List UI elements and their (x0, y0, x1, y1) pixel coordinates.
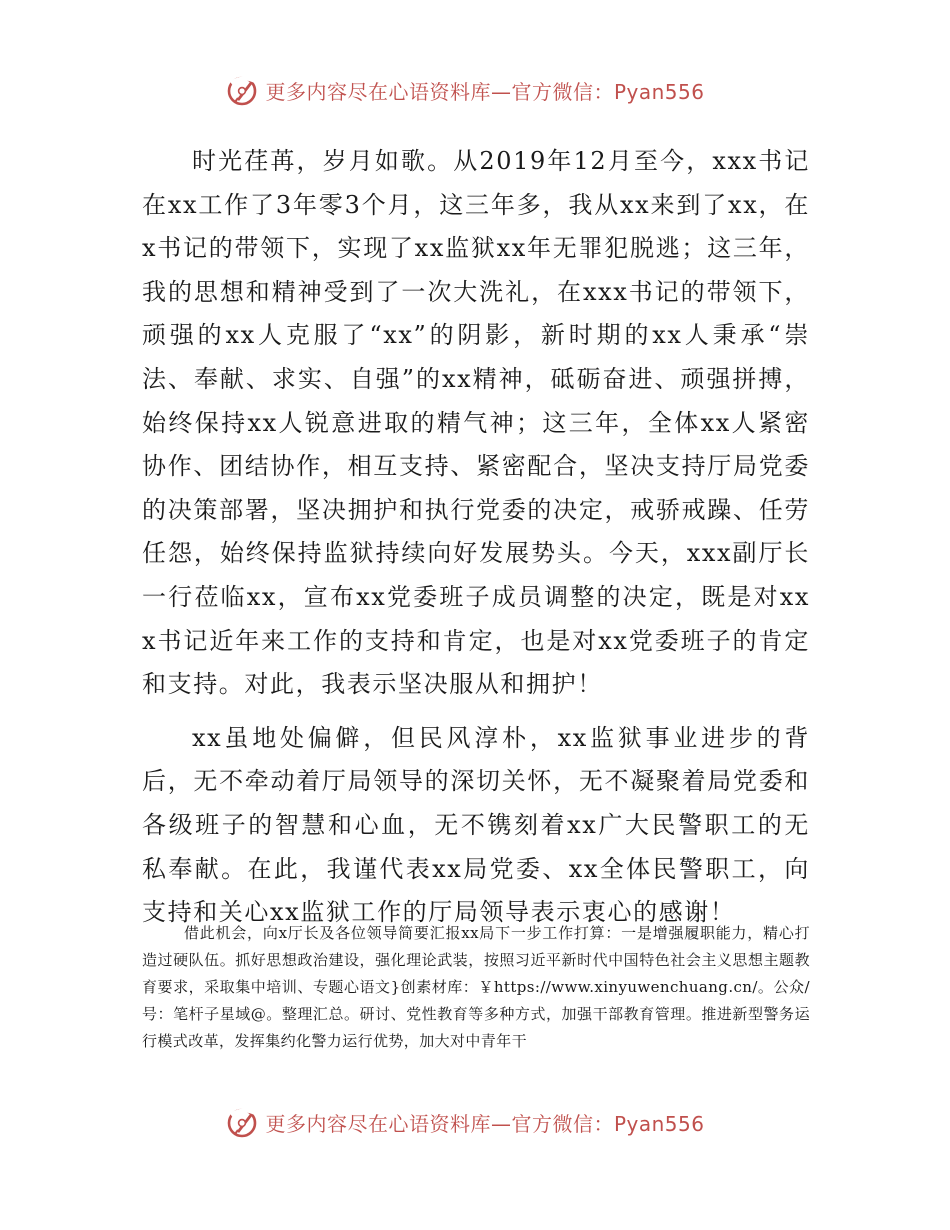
header-banner (0, 70, 950, 110)
body-paragraph-2: xx虽地处偏僻，但民风淳朴，xx监狱事业进步的背后，无不牵动着厅局领导的深切关怀，无不凝聚着局党委和各级班子的智慧和心血，无不镌刻着xx广大民警职工的无私奉献。在此，我谨代表xx局党委、xx全体民警职工，向支持和关心xx监狱工作的厅局领导表示衷心的感谢！ (142, 723, 810, 927)
footer-banner-text: 更多内容尽在心语资料库—官方微信：Pyan556 (265, 1111, 705, 1136)
pen-quill-circle-icon (225, 73, 259, 107)
header-banner-text: 更多内容尽在心语资料库—官方微信：Pyan556 (265, 79, 705, 104)
document-small-section (142, 920, 810, 1055)
footer-banner (0, 1102, 950, 1142)
document-body (142, 140, 810, 935)
body-paragraph-1: 时光荏苒，岁月如歌。从2019年12月至今，xxx书记在xx工作了3年零3个月，这三年多，我从xx来到了xx，在x书记的带领下，实现了xx监狱xx年无罪犯脱逃；这三年，我的思想和精神受到了一次大洗礼，在xxx书记的带领下，顽强的xx人克服了“xx”的阴影，新时期的xx人秉承“崇法、奉献、求实、自强”的xx精神，砥砺奋进、顽强拼搏，始终保持xx人锐意进取的精气神；这三年，全体xx人紧密协作、团结协作，相互支持、紧密配合，坚决支持厅局党委的决策部署，坚决拥护和执行党委的决定，戒骄戒躁、任劳任怨，始终保持监狱持续向好发展势头。今天，xxx副厅长一行莅临xx，宣布xx党委班子成员调整的决定，既是对xxx书记近年来工作的支持和肯定，也是对xx党委班子的肯定和支持。对此，我表示坚决服从和拥护！ (142, 147, 810, 699)
small-paragraph: 借此机会，向x厅长及各位领导简要汇报xx局下一步工作打算：一是增强履职能力，精心打造过硬队伍。抓好思想政治建设，强化理论武装，按照习近平新时代中国特色社会主义思想主题教育要求，采取集中培训、专题心语文}创素材库：￥https://www.xinyuwenchuang.cn/。公众/号：笔杆子星域@。整理汇总。研讨、党性教育等多种方式，加强干部教育管理。推进新型警务运行模式改革，发挥集约化警力运行优势，加大对中青年干 (142, 924, 810, 1050)
pen-quill-circle-icon (225, 1105, 259, 1139)
